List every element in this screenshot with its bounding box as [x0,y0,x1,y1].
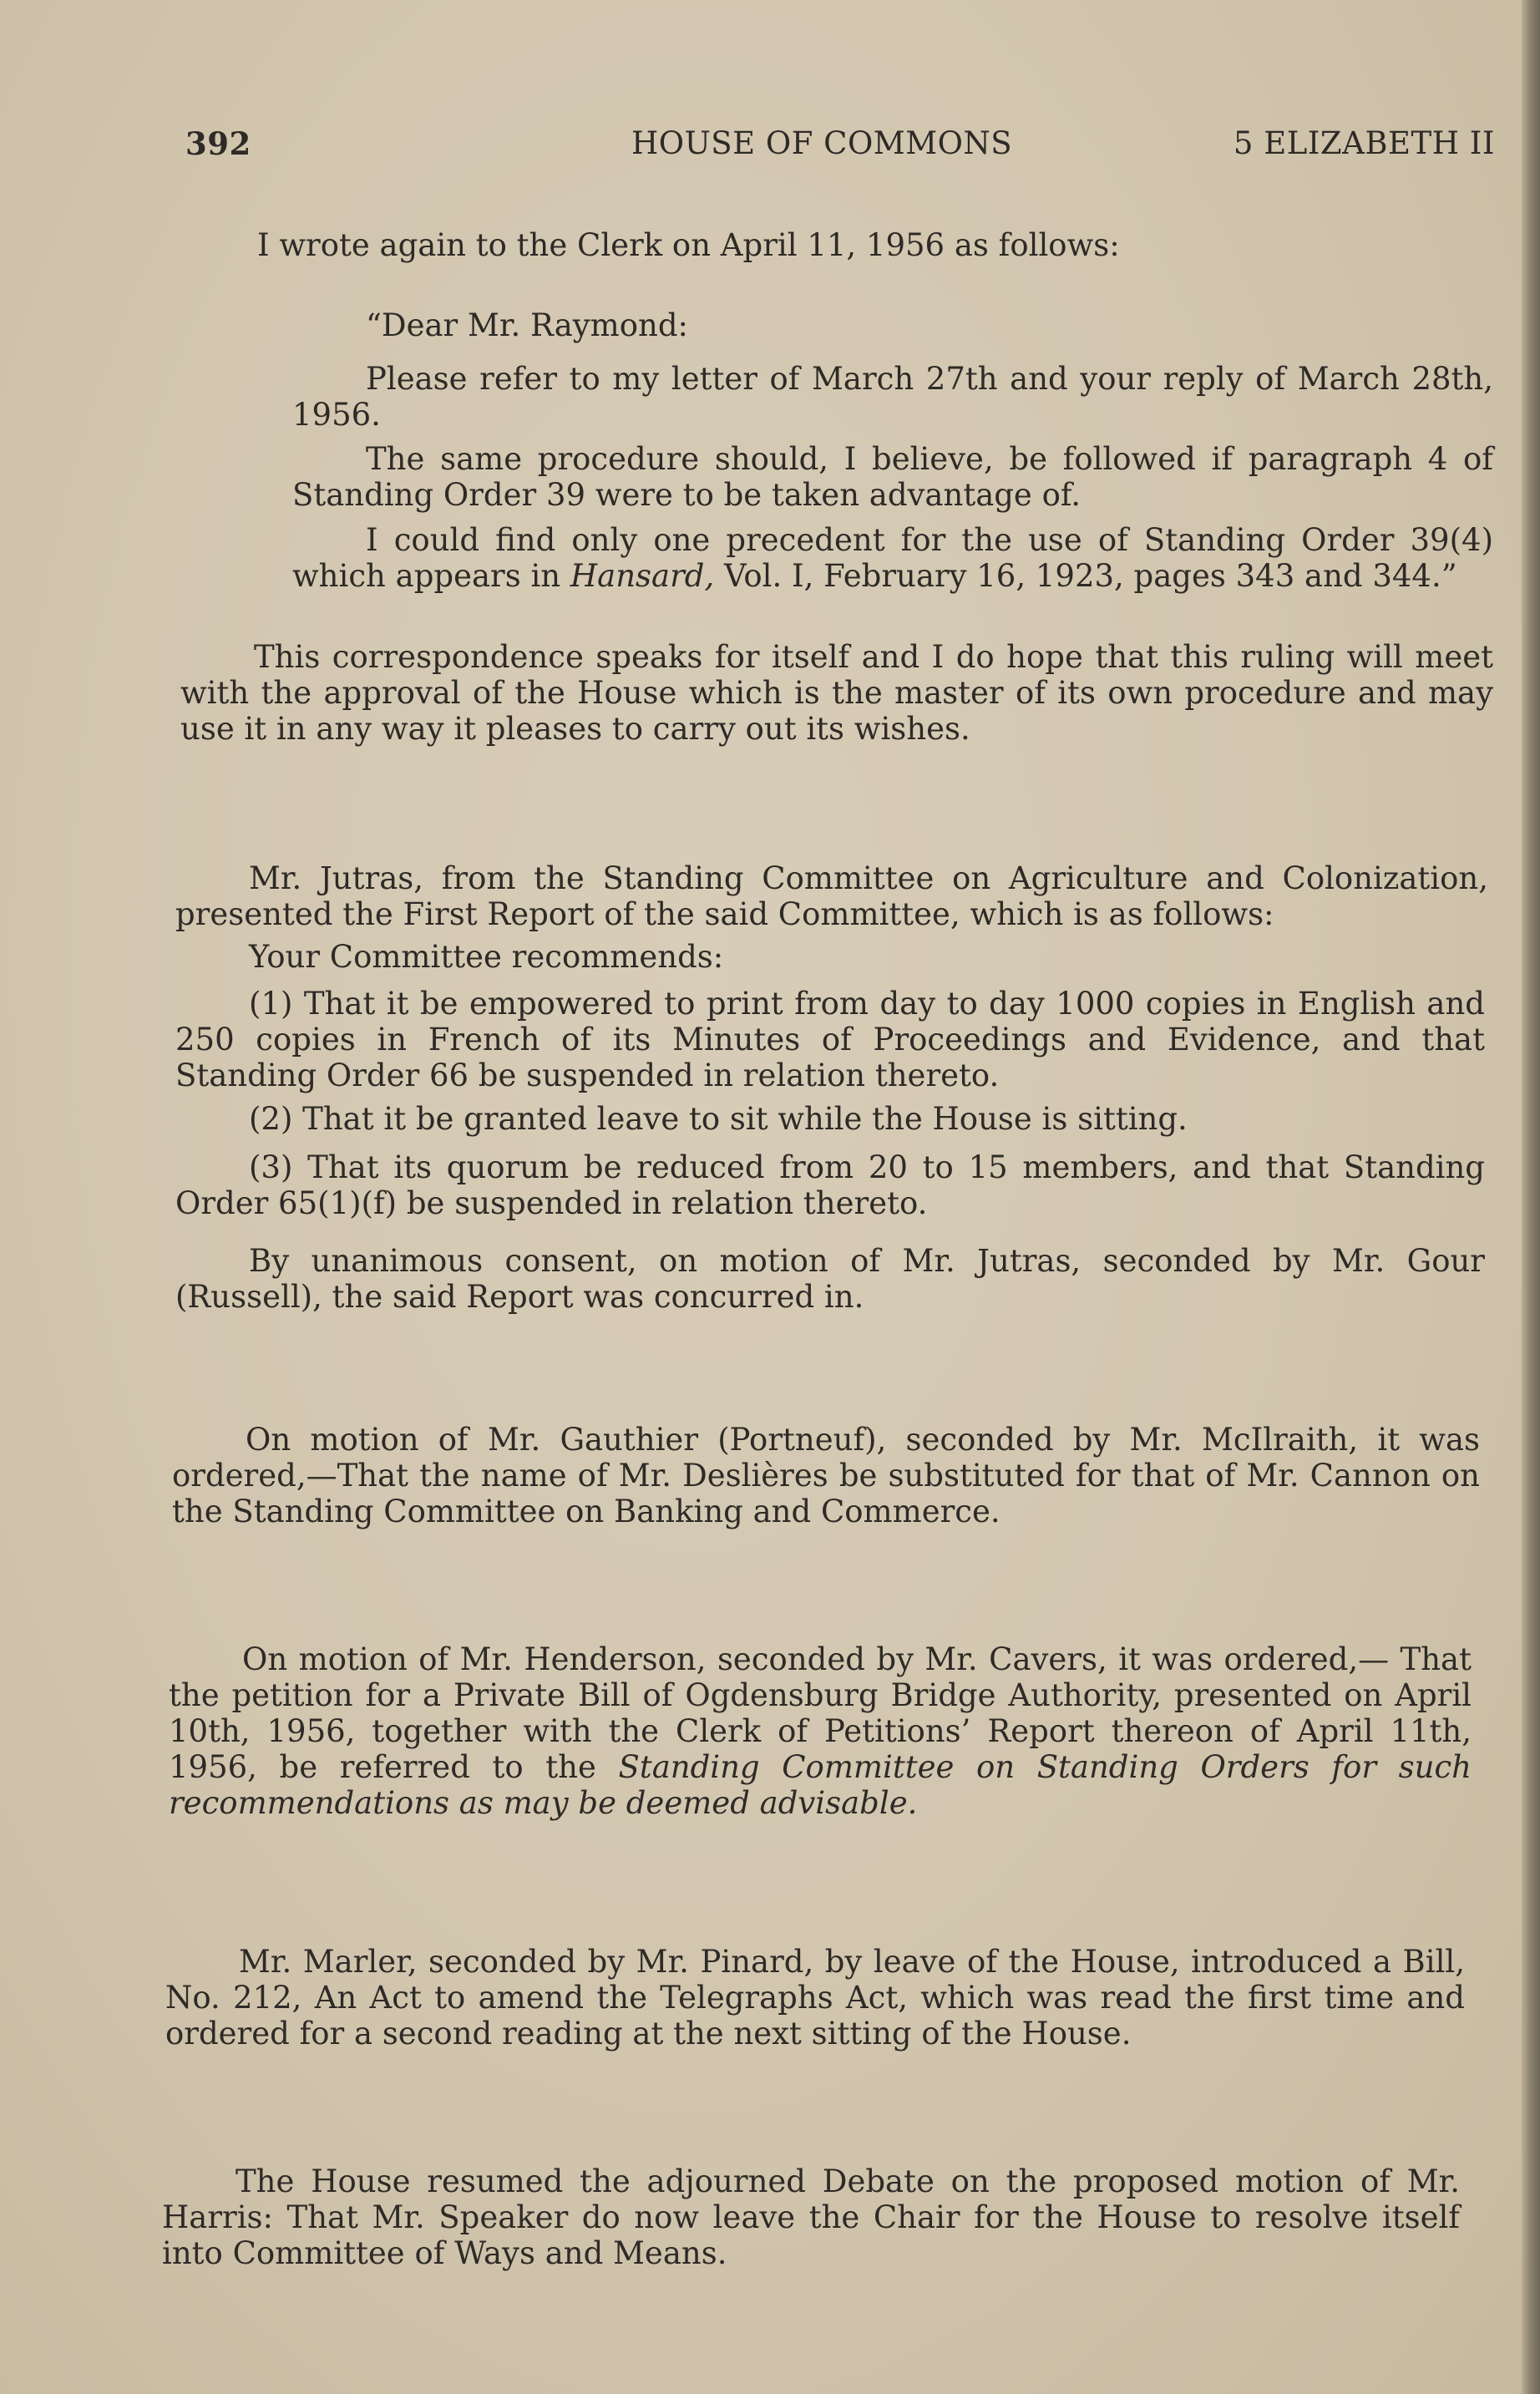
letter-paragraph-3-text-b: Vol. I, February 16, 1923, pages 343 and 344.” [714,558,1457,594]
running-header [185,125,1495,167]
intro-paragraph: I wrote again to the Clerk on April 11, 1956 as follows: [257,227,1120,263]
debate-harris-paragraph: The House resumed the adjourned Debate on the proposed motion of Mr. Harris: That Mr. Speaker do now leave the Chair for the House to resolve itself into Committee of Ways and Means. [162,2163,1460,2271]
letter-paragraph-2: The same procedure should, I believe, be followed if paragraph 4 of Standing Order 39 were to be taken advantage of. [292,441,1493,513]
motion-gauthier-paragraph: On motion of Mr. Gauthier (Portneuf), seconded by Mr. McIlraith, it was ordered,—That the name of Mr. Deslières be substituted for that of Mr. Cannon on the Standing Committee on Banking and Commerce. [172,1422,1480,1529]
recommendation-item-3: (3) That its quorum be reduced from 20 to 15 members, and that Standing Order 65(1)(f) be suspended in relation thereto. [175,1149,1485,1221]
page-number: 392 [185,125,251,162]
header-regnal-year: 5 ELIZABETH II [1233,125,1495,161]
report-concurred-paragraph: By unanimous consent, on motion of Mr. Jutras, seconded by Mr. Gour (Russell), the said Report was concurred in. [175,1243,1485,1315]
motion-henderson-text: On motion of Mr. Henderson, seconded by Mr. Cavers, it was ordered,— That the petition for a Private Bill of Ogdensburg Bridge Authority, presented on April 10th, 1956, together with the Clerk of Petitions’ Report thereon of April 11th, 1956, be referred to the [169,1641,1472,1785]
page-binding-edge [1522,0,1540,2394]
committee-report-intro: Mr. Jutras, from the Standing Committee on Agriculture and Colonization, presented the First Report of the said Committee, which is as follows: [175,860,1488,932]
committee-recommends: Your Committee recommends: [249,939,724,975]
correspondence-paragraph: This correspondence speaks for itself and I do hope that this ruling will meet with the approval of the House which is the master of its own procedure and may use it in any way it pleases to carry out its wishes. [180,639,1493,747]
bill-marler-paragraph: Mr. Marler, seconded by Mr. Pinard, by leave of the House, introduced a Bill, No. 212, An Act to amend the Telegraphs Act, which was read the first time and ordered for a second reading at the next sitting of the House. [165,1944,1465,2052]
recommendation-item-1: (1) That it be empowered to print from day to day 1000 copies in English and 250 copies in French of its Minutes of Proceedings and Evidence, and that Standing Order 66 be suspended in relation thereto. [175,986,1485,1093]
recommendation-item-2: (2) That it be granted leave to sit while the House is sitting. [249,1101,1188,1137]
letter-paragraph-3 [292,522,1493,594]
motion-henderson-paragraph [169,1641,1472,1821]
motion-henderson-italic-text: Standing Committee on Standing Orders for such recommendations as may be deemed advisable. [169,1749,1472,1821]
letter-salutation: “Dear Mr. Raymond: [366,307,689,343]
hansard-reference: Hansard, [570,558,715,594]
letter-paragraph-1: Please refer to my letter of March 27th and your reply of March 28th, 1956. [292,361,1493,433]
header-title: HOUSE OF COMMONS [631,125,1013,161]
letter-paragraph-3-text-a: I could find only one precedent for the use of Standing Order 39(4) which appears in [292,522,1493,594]
